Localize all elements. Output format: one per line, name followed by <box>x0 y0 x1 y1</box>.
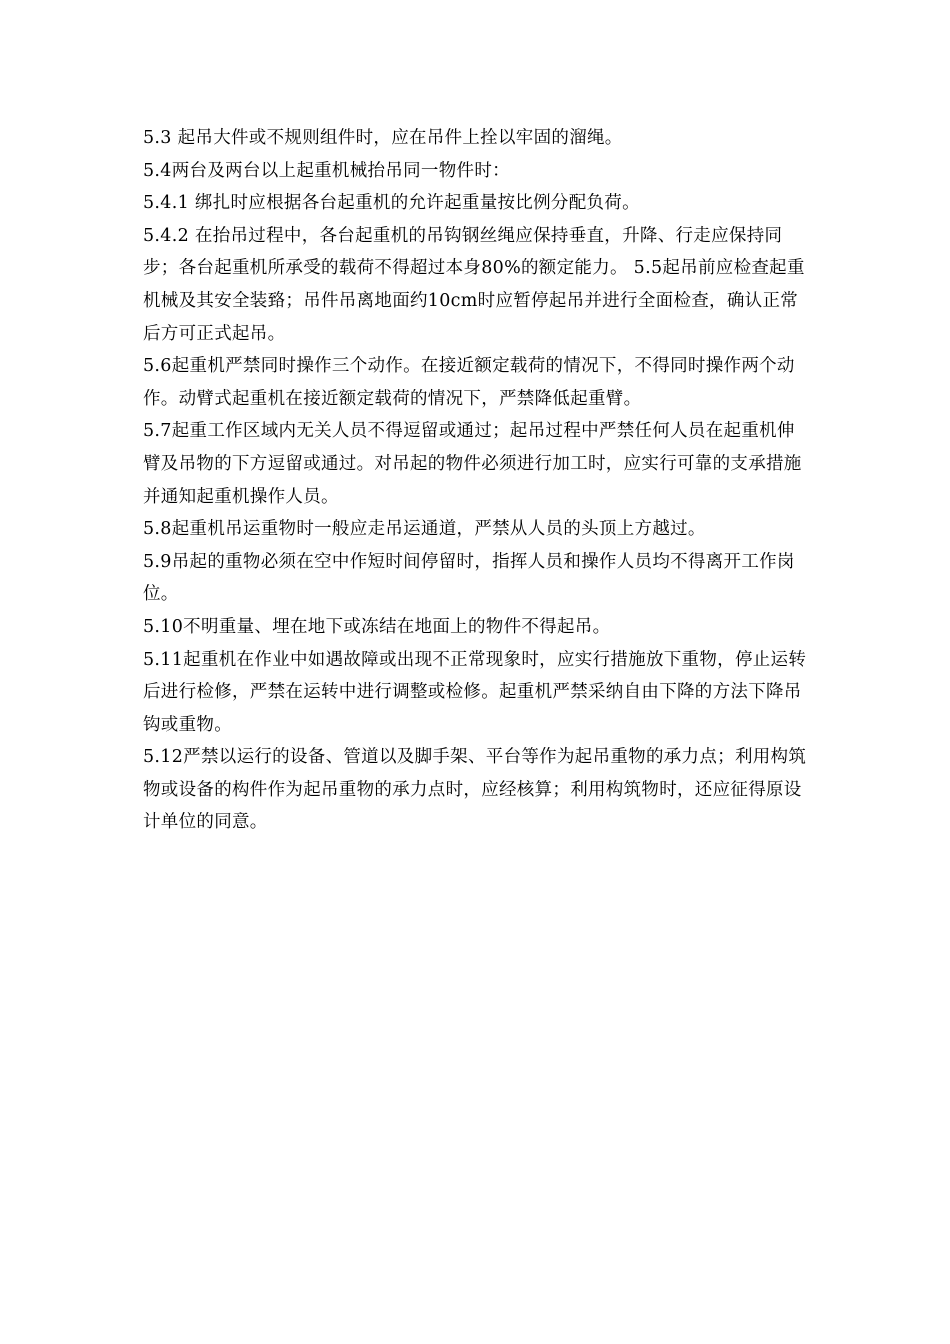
paragraph-5-7: 5.7起重工作区域内无关人员不得逗留或通过；起吊过程中严禁任何人员在起重机伸臂及吊物的下方逗留或通过。对吊起的物件必须进行加工时，应实行可靠的支承措施并通知起重机操作人员。 <box>143 421 802 507</box>
paragraph-5-4-1: 5.4.1 绑扎时应根据各台起重机的允许起重量按比例分配负荷。 <box>143 193 640 214</box>
document-body <box>143 122 808 839</box>
paragraph-5-12: 5.12严禁以运行的设备、管道以及脚手架、平台等作为起吊重物的承力点；利用构筑物或设备的构件作为起吊重物的承力点时，应经核算；利用构筑物时，还应征得原设计单位的同意。 <box>143 747 807 833</box>
paragraph-5-11: 5.11起重机在作业中如遇故障或出现不正常现象时，应实行措施放下重物，停止运转后进行检修，严禁在运转中进行调整或检修。起重机严禁采纳自由下降的方法下降吊钩或重物。 <box>143 649 807 735</box>
paragraph-5-9: 5.9吊起的重物必须在空中作短时间停留时，指挥人员和操作人员均不得离开工作岗位。 <box>143 551 795 605</box>
paragraph-5-3: 5.3 起吊大件或不规则组件时，应在吊件上拴以牢固的溜绳。 <box>143 128 623 148</box>
paragraph-5-10: 5.10不明重量、埋在地下或冻结在地面上的物件不得起吊。 <box>143 616 611 637</box>
paragraph-5-6: 5.6起重机严禁同时操作三个动作。在接近额定载荷的情况下，不得同时操作两个动作。动臂式起重机在接近额定载荷的情况下，严禁降低起重臂。 <box>143 356 795 409</box>
paragraph-5-4: 5.4两台及两台以上起重机械抬吊同一物件时： <box>143 160 510 181</box>
paragraph-5-4-2: 5.4.2 在抬吊过程中，各台起重机的吊钩钢丝绳应保持垂直，升降、行走应保持同步；各台起重机所承受的载荷不得超过本身80%的额定能力。 5.5起吊前应检查起重机械及其安全装臵；吊件吊离地面约10cm时应暂停起吊并进行全面检查，确认正常后方可正式起吊。 <box>143 225 805 344</box>
paragraph-5-8: 5.8起重机吊运重物时一般应走吊运通道，严禁从人员的头顶上方越过。 <box>143 519 706 540</box>
